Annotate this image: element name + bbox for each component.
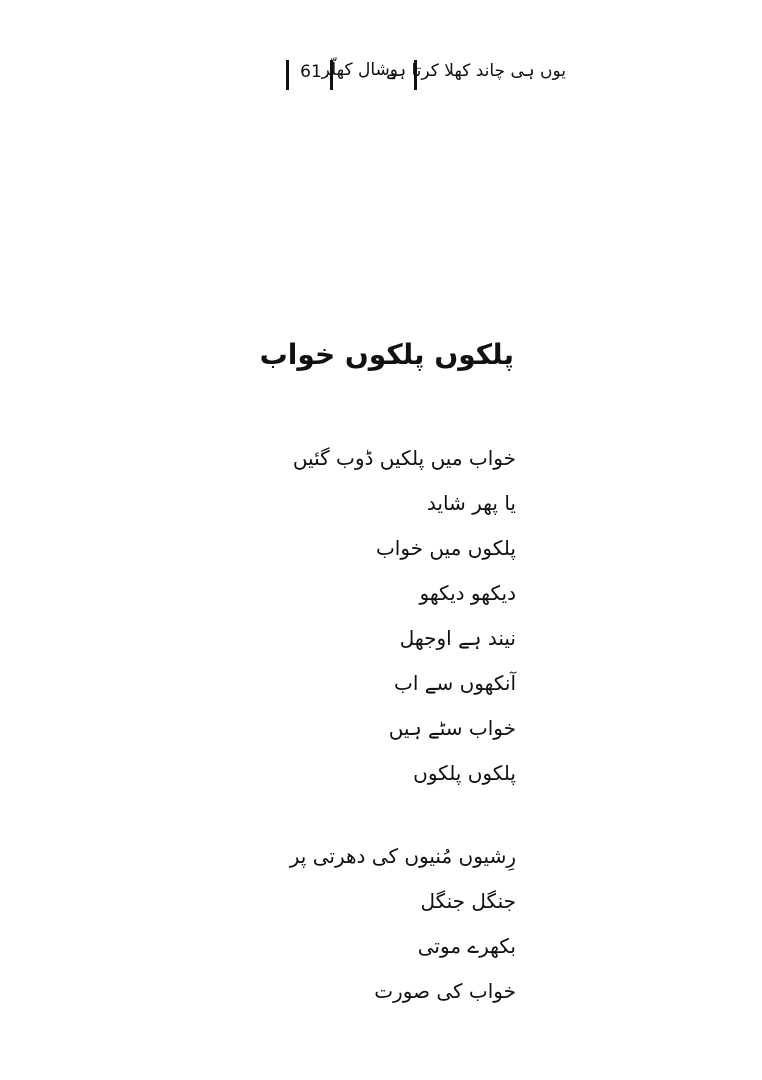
stanza-1 <box>293 436 516 796</box>
poem-line: پلکوں میں خواب <box>375 536 516 560</box>
poem-line: آنکھوں سے اب <box>394 671 516 695</box>
poem-line: دیکھو دیکھو <box>419 581 516 605</box>
poem-title: پلکوں پلکوں خواب <box>259 338 514 371</box>
stanza-2 <box>290 834 516 1014</box>
poem-line: پلکوں پلکوں <box>413 761 516 785</box>
poem-line: خواب میں پلکیں ڈوب گئیں <box>292 446 516 470</box>
poem-line: یا پھر شاید <box>426 491 516 515</box>
poem-line: جنگل جنگل <box>420 889 516 913</box>
poem-line: رِشیوں مُنیوں کی دھرتی پر <box>289 844 516 868</box>
poem-line: بکھرے موتی <box>417 934 516 958</box>
book-title: یوں ہی چاند کھلا کرتا ہے <box>386 61 566 81</box>
poem-line: خواب سٹے ہیں <box>388 716 516 740</box>
page-number: 61 <box>300 62 322 82</box>
poem-line: نیند ہے اوجھل <box>399 626 516 650</box>
poem-line: خواب کی صورت <box>374 979 516 1003</box>
running-header <box>0 58 762 98</box>
header-divider <box>286 60 289 90</box>
author-name: وشال کھلّر <box>321 60 398 80</box>
